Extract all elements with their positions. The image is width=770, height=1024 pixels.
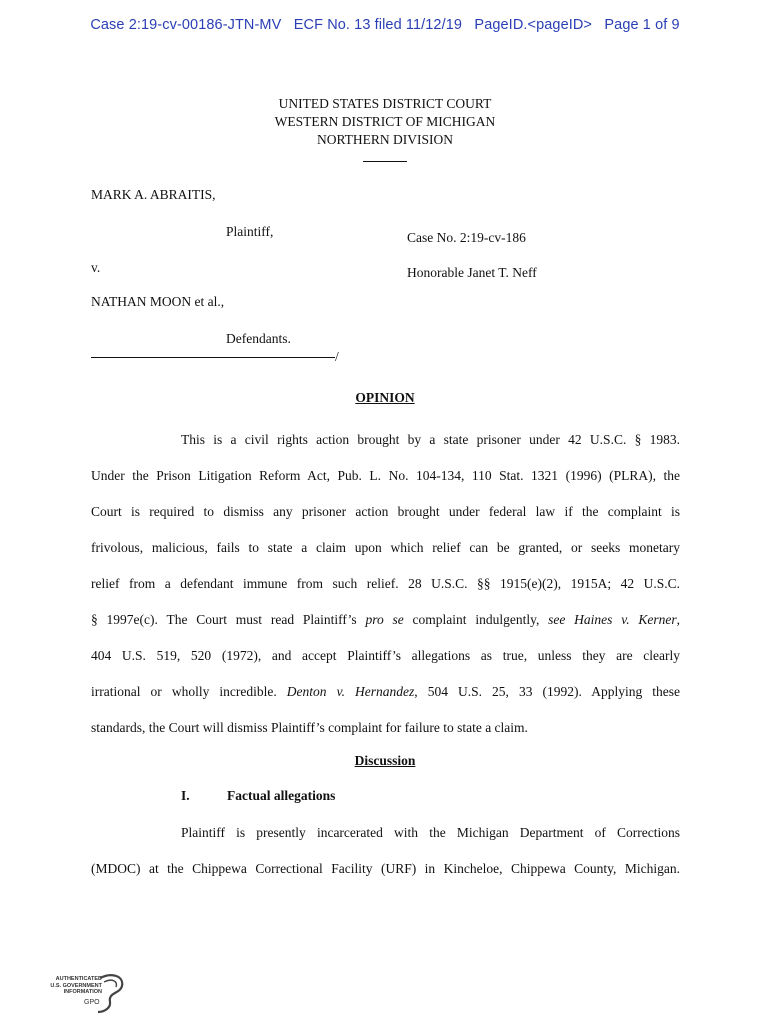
paragraph-line: frivolous, malicious, fails to state a claim upon which relief can be granted, or seeks monetary <box>91 540 680 555</box>
section-heading <box>181 788 335 804</box>
discussion-title: Discussion <box>354 753 416 768</box>
court-district: WESTERN DISTRICT OF MICHIGAN <box>274 114 496 129</box>
eagle-icon <box>94 972 128 1014</box>
paragraph-line: irrational or wholly incredible. Denton v. Hernandez, 504 U.S. 25, 33 (1992). Applying these <box>91 684 681 699</box>
section-number: I. <box>181 788 190 803</box>
judge-name: Honorable Janet T. Neff <box>407 265 537 280</box>
gpo-authentication-logo <box>44 972 134 1016</box>
ecf-header-stamp: Case 2:19-cv-00186-JTN-MV ECF No. 13 filed 11/12/19 PageID.<pageID> Page 1 of 9 <box>90 17 680 33</box>
paragraph-line: This is a civil rights action brought by a state prisoner under 42 U.S.C. § 1983. <box>181 432 680 447</box>
paragraph-line: standards, the Court will dismiss Plaintiff’s complaint for failure to state a claim. <box>91 720 528 735</box>
paragraph-facts <box>91 815 680 887</box>
paragraph-intro <box>91 422 680 746</box>
opinion-title: OPINION <box>355 390 415 405</box>
heading-divider <box>363 151 407 162</box>
plaintiff-label: Plaintiff, <box>226 224 274 239</box>
plaintiff-name: MARK A. ABRAITIS, <box>91 187 216 202</box>
case-number: Case No. 2:19-cv-186 <box>407 230 526 245</box>
paragraph-line: (MDOC) at the Chippewa Correctional Facility (URF) in Kincheloe, Chippewa County, Michigan. <box>91 861 680 876</box>
court-name: UNITED STATES DISTRICT COURT <box>278 96 492 111</box>
gpo-logo-mark: GPO <box>84 999 100 1006</box>
paragraph-line: 404 U.S. 519, 520 (1972), and accept Plaintiff’s allegations as true, unless they are clearly <box>91 648 680 663</box>
court-division: NORTHERN DIVISION <box>316 132 454 147</box>
defendant-label: Defendants. <box>226 331 291 346</box>
paragraph-line: relief from a defendant immune from such relief. 28 U.S.C. §§ 1915(e)(2), 1915A; 42 U.S.C. <box>91 576 680 591</box>
paragraph-line: § 1997e(c). The Court must read Plaintiff’s pro se complaint indulgently, see Haines v. Kerner, <box>91 612 681 627</box>
versus-label: v. <box>91 260 101 275</box>
caption-rule: / <box>91 349 339 365</box>
section-title: Factual allegations <box>227 788 336 803</box>
paragraph-line: Under the Prison Litigation Reform Act, Pub. L. No. 104-134, 110 Stat. 1321 (1996) (PLRA), the <box>91 468 680 483</box>
paragraph-line: Plaintiff is presently incarcerated with the Michigan Department of Corrections <box>181 825 680 840</box>
court-heading <box>0 95 770 167</box>
paragraph-line: Court is required to dismiss any prisoner action brought under federal law if the complaint is <box>91 504 680 519</box>
gpo-logo-text: AUTHENTICATED U.S. GOVERNMENT INFORMATION <box>50 976 102 995</box>
defendant-name: NATHAN MOON et al., <box>91 294 225 309</box>
